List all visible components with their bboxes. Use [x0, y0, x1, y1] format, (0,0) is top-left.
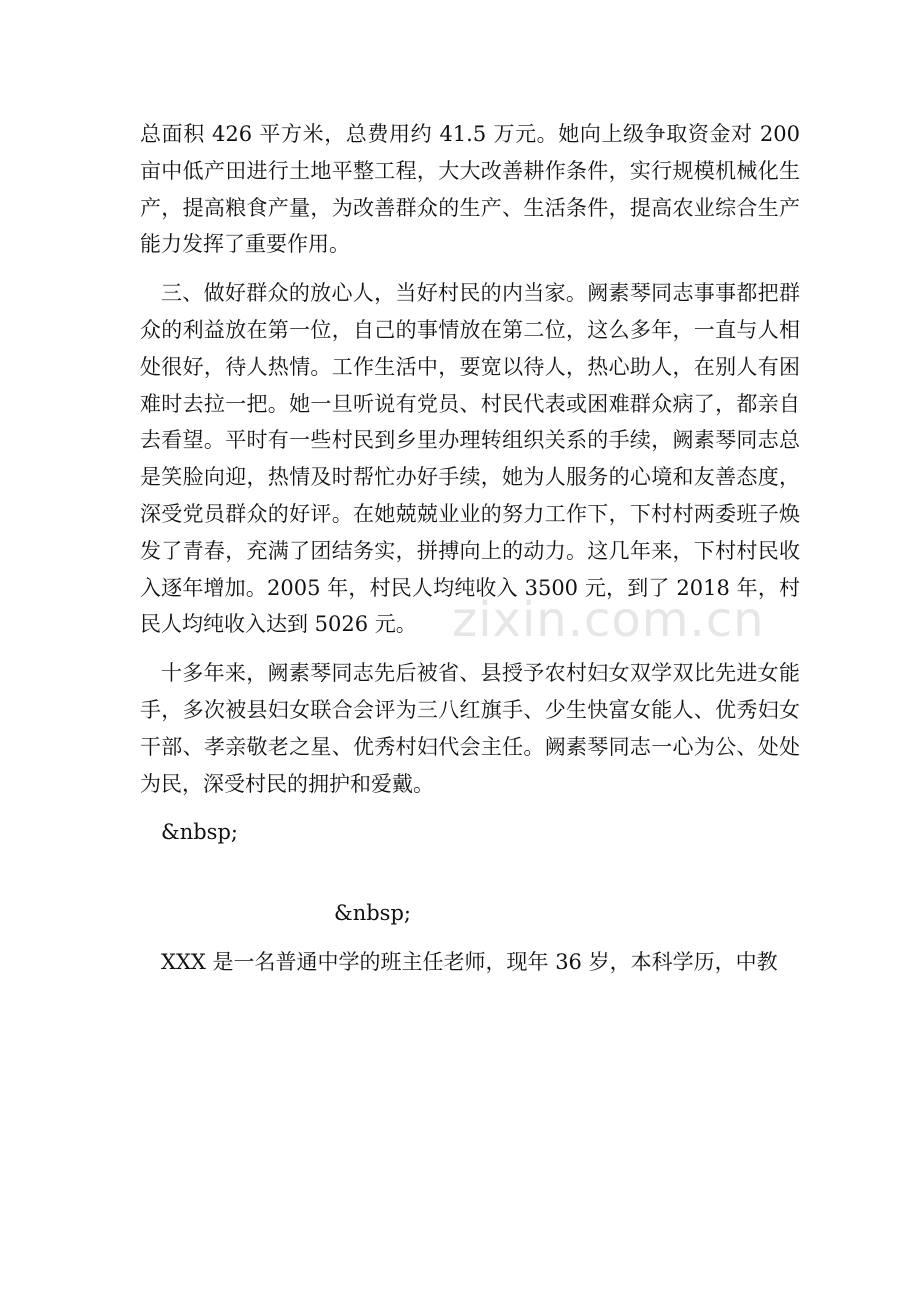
nbsp-placeholder-line-indented: &nbsp; — [334, 901, 411, 926]
paragraph-honors: 十多年来，阙素琴同志先后被省、县授予农村妇女双学双比先进女能手，多次被县妇女联合会评为三八红旗手、少生快富女能人、优秀妇女干部、孝亲敬老之星、优秀村妇代会主任。阙素琴同志一心为公、处处为民，深受村民的拥护和爱戴。 — [140, 661, 800, 796]
paragraph-land-project: 总面积 426 平方米，总费用约 41.5 万元。她向上级争取资金对 200 亩中低产田进行土地平整工程，大大改善耕作条件，实行规模机械化生产，提高粮食产量，为改善群众的生产、生活条件，提高农业综合生产能力发挥了重要作用。 — [140, 122, 800, 257]
paragraph-teacher-intro: XXX 是一名普通中学的班主任老师，现年 36 岁，本科学历，中教 — [161, 949, 778, 974]
document-body — [140, 116, 800, 981]
nbsp-placeholder-line: &nbsp; — [161, 820, 238, 845]
watermark-text: zixin.com.cn — [452, 592, 765, 648]
paragraph-section-three: 三、做好群众的放心人，当好村民的内当家。阙素琴同志事事都把群众的利益放在第一位，自己的事情放在第二位，这么多年，一直与人相处很好，待人热情。工作生活中，要宽以待人，热心助人，在别人有困难时去拉一把。她一旦听说有党员、村民代表或困难群众病了，都亲自去看望。平时有一些村民到乡里办理转组织关系的手续，阙素琴同志总是笑脸向迎，热情及时帮忙办好手续，她为人服务的心境和友善态度，深受党员群众的好评。在她兢兢业业的努力工作下，下村村两委班子焕发了青春，充满了团结务实，拼搏向上的动力。这几年来，下村村民收入逐年增加。2005 年，村民人均纯收入 3500 元，到了 2018 年，村民人均纯收入达到 5026 元。 — [140, 281, 800, 637]
